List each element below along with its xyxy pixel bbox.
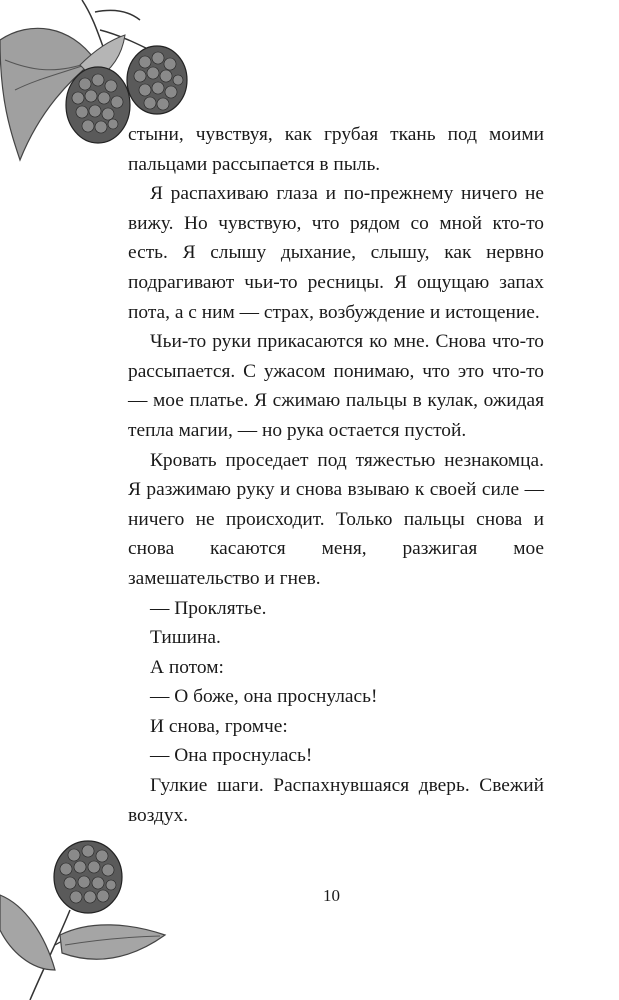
paragraph: Я распахиваю глаза и по-прежнему ничего не вижу. Но чувствую, что рядом со мной кто-то есть. Я слышу дыхание, слышу, как нервно подрагивают чьи-то ресницы. Я ощущаю запах пота, а с ним — страх, возбуждение и истощение. xyxy=(128,183,544,323)
page-text xyxy=(128,120,544,830)
paragraph: И снова, громче: xyxy=(150,715,288,737)
raspberry-branch-illustration-bottom xyxy=(0,835,175,1000)
paragraph: А потом: xyxy=(150,656,224,678)
paragraph: Чьи-то руки прикасаются ко мне. Снова что-то рассыпается. С ужасом понимаю, что это что-то — мое платье. Я сжимаю пальцы в кулак, ожидая тепла магии, — но рука остается пустой. xyxy=(128,331,544,441)
dialogue-line: — О боже, она проснулась! xyxy=(150,686,378,708)
dialogue-line: — Она проснулась! xyxy=(150,745,313,767)
page-number: 10 xyxy=(323,886,340,905)
paragraph: Кровать проседает под тяжестью незнакомца. Я разжимаю руку и снова взываю к своей силе — ничего не происходит. Только пальцы снова и снова касаются меня, разжигая мое замешательство и гнев. xyxy=(128,449,544,589)
paragraph: стыни, чувствуя, как грубая ткань под моими пальцами рассыпается в пыль. xyxy=(128,124,544,175)
raspberry-icon xyxy=(54,841,122,913)
paragraph: Тишина. xyxy=(150,627,221,649)
raspberry-icon xyxy=(66,67,130,143)
raspberry-icon xyxy=(127,46,187,114)
dialogue-line: — Проклятье. xyxy=(150,597,267,619)
paragraph: Гулкие шаги. Распахнувшаяся дверь. Свежий воздух. xyxy=(128,775,544,826)
